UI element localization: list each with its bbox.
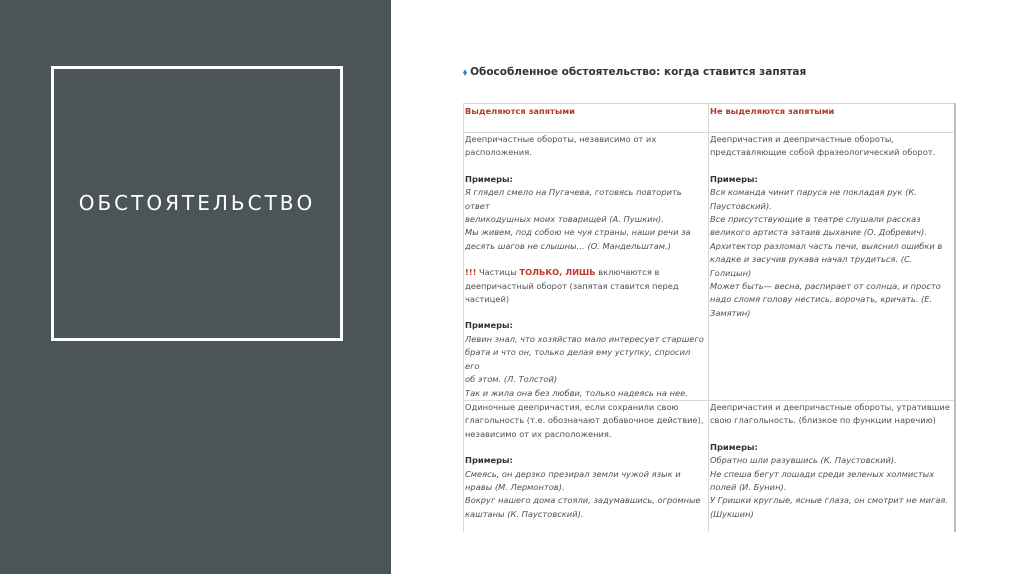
examples-text: Левин знал, что хозяйство мало интересует старшего брата и что он, только делая ему уступку, спросил его об этом. (Л. Толстой) Так и жила она без любви, только надеясь на нее. (465, 333, 704, 398)
particle-note (465, 266, 707, 306)
examples-label: Примеры: (465, 173, 513, 184)
cell-row2-right (709, 400, 956, 532)
header-cell-separated: Выделяются запятыми (464, 104, 709, 133)
examples-label: Примеры: (710, 173, 758, 184)
examples-text: Я глядел смело на Пугачева, готовясь повторить ответ великодушных моих товарищей (А. Пушкин). Мы живем, под собою не чуя страны, наши речи за десять шагов не слышны… (О. Мандельштам.) (465, 187, 691, 251)
table-header-row (464, 104, 956, 133)
rule-text: Деепричастные обороты, независимо от их расположения. (465, 134, 657, 158)
title-frame (51, 66, 343, 341)
examples-label: Примеры: (465, 320, 513, 331)
slide-title: ОБСТОЯТЕЛЬСТВО (78, 191, 316, 215)
note-pre: Частицы (476, 267, 520, 278)
comparison-table (463, 103, 956, 532)
examples-label: Примеры: (710, 441, 758, 452)
examples-text: Обратно шли разувшись (К. Паустовский). Не спеша бегут лошади среди зеленых холмистых полей (И. Бунин). У Гришки круглые, ясные глаза, он смотрит не мигая. (Шукшин) (710, 455, 949, 519)
cell-row1-left (464, 133, 709, 401)
section-heading (463, 66, 806, 78)
heading-text: Обособленное обстоятельство: когда ставится запятая (470, 66, 807, 78)
examples-label: Примеры: (465, 455, 513, 466)
examples-text: Смеясь, он дерзко презирал земли чужой язык и нравы (М. Лермонтов). Вокруг нашего дома стояли, задумавшись, огромные каштаны (К. Паустовский). (465, 468, 701, 519)
rule-text: Деепричастия и деепричастные обороты, утратившие свою глагольность. (близкое по функции наречию) (710, 401, 950, 426)
header-cell-not-separated: Не выделяются запятыми (709, 104, 956, 133)
cell-row1-right (709, 133, 956, 401)
bullet-icon: ⬧ (463, 68, 468, 78)
table-row (464, 133, 956, 401)
note-post: включаются в деепричастный оборот (запятая ставится перед частицей) (465, 267, 679, 305)
examples-text: Вся команда чинит паруса не покладая рук (К. Паустовский). Все присутствующие в театре слушали рассказ великого артиста затаив дыхание (О. Добревич). Архитектор разломал часть печи, выяснил ошибки в кладке и засучив рукава начал трудиться. (С. Голицын) Может быть— весна, распирает от солнца, и просто надо сломя голову нестись, ворочать, кричать. (Е. Замятин) (710, 187, 943, 318)
warning-mark: !!! (465, 267, 477, 278)
left-panel (0, 0, 391, 574)
rule-text: Деепричастия и деепричастные обороты, представляющие собой фразеологический оборот. (710, 134, 936, 158)
cell-row2-left (464, 400, 709, 532)
table-row (464, 400, 956, 532)
rule-text: Одиночные деепричастия, если сохранили свою глагольность (т.е. обозначают добавочное действие), независимо от их расположения. (465, 401, 704, 439)
note-particles: ТОЛЬКО, ЛИШЬ (519, 267, 596, 278)
